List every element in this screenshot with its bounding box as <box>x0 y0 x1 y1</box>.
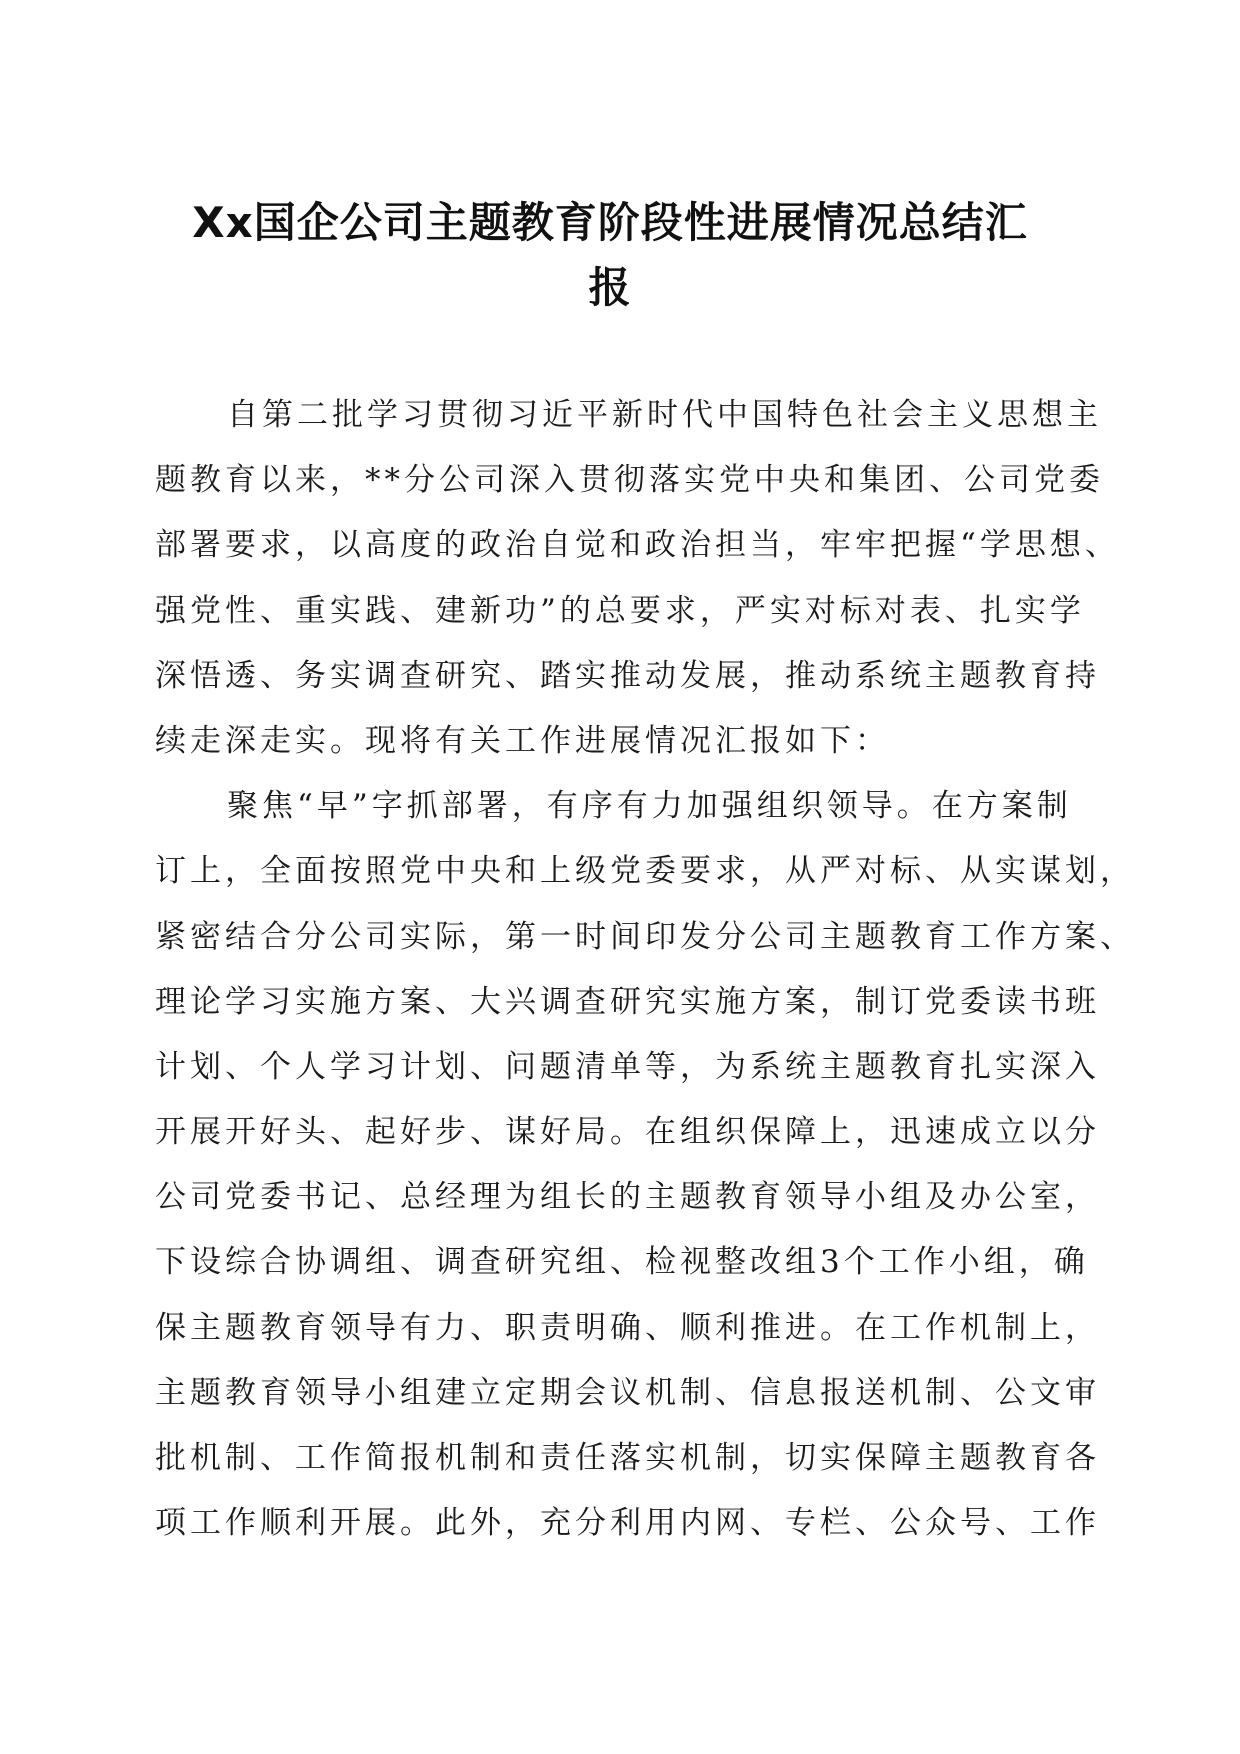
paragraph-line: 公司党委书记、总经理为组长的主题教育领导小组及办公室， <box>155 1179 1100 1216</box>
paragraph-line: 下设综合协调组、调查研究组、检视整改组3个工作小组，确 <box>155 1244 1089 1281</box>
document-title <box>150 190 1070 320</box>
paragraph-line: 批机制、工作简报机制和责任落实机制，切实保障主题教育各 <box>155 1440 1100 1476</box>
paragraph-line: 部署要求，以高度的政治自觉和政治担当，牢牢把握“学思想、 <box>155 527 1120 564</box>
title-line-1: Xx国企公司主题教育阶段性进展情况总结汇 <box>192 198 1028 247</box>
paragraph-2 <box>155 774 1135 1556</box>
paragraph-line: 主题教育领导小组建立定期会议机制、信息报送机制、公文审 <box>155 1374 1100 1411</box>
title-line-2: 报 <box>588 263 632 312</box>
paragraph-line: 理论学习实施方案、大兴调查研究实施方案，制订党委读书班 <box>155 983 1100 1020</box>
paragraph-line: 题教育以来，**分公司深入贯彻落实党中央和集团、公司党委 <box>155 462 1104 499</box>
paragraph-line: 项工作顺利开展。此外，充分利用内网、专栏、公众号、工作 <box>155 1505 1100 1542</box>
paragraph-line: 深悟透、务实调查研究、踏实推动发展，推动系统主题教育持 <box>155 657 1100 694</box>
paragraph-line: 紧密结合分公司实际，第一时间印发分公司主题教育工作方案、 <box>155 918 1135 955</box>
paragraph-line: 开展开好头、起好步、谋好局。在组织保障上，迅速成立以分 <box>155 1114 1100 1151</box>
paragraph-1 <box>155 383 1120 774</box>
paragraph-line: 自第二批学习贯彻习近平新时代中国特色社会主义思想主 <box>227 397 1102 433</box>
document-body <box>155 383 1135 1556</box>
paragraph-line: 计划、个人学习计划、问题清单等，为系统主题教育扎实深入 <box>155 1048 1100 1085</box>
paragraph-line: 续走深走实。现将有关工作进展情况汇报如下： <box>155 722 890 759</box>
paragraph-line: 订上，全面按照党中央和上级党委要求，从严对标、从实谋划， <box>155 853 1135 890</box>
paragraph-line: 保主题教育领导有力、职责明确、顺利推进。在工作机制上， <box>155 1309 1100 1346</box>
paragraph-line: 强党性、重实践、建新功”的总要求，严实对标对表、扎实学 <box>155 592 1085 629</box>
paragraph-line: 聚焦“早”字抓部署，有序有力加强组织领导。在方案制 <box>227 788 1072 825</box>
